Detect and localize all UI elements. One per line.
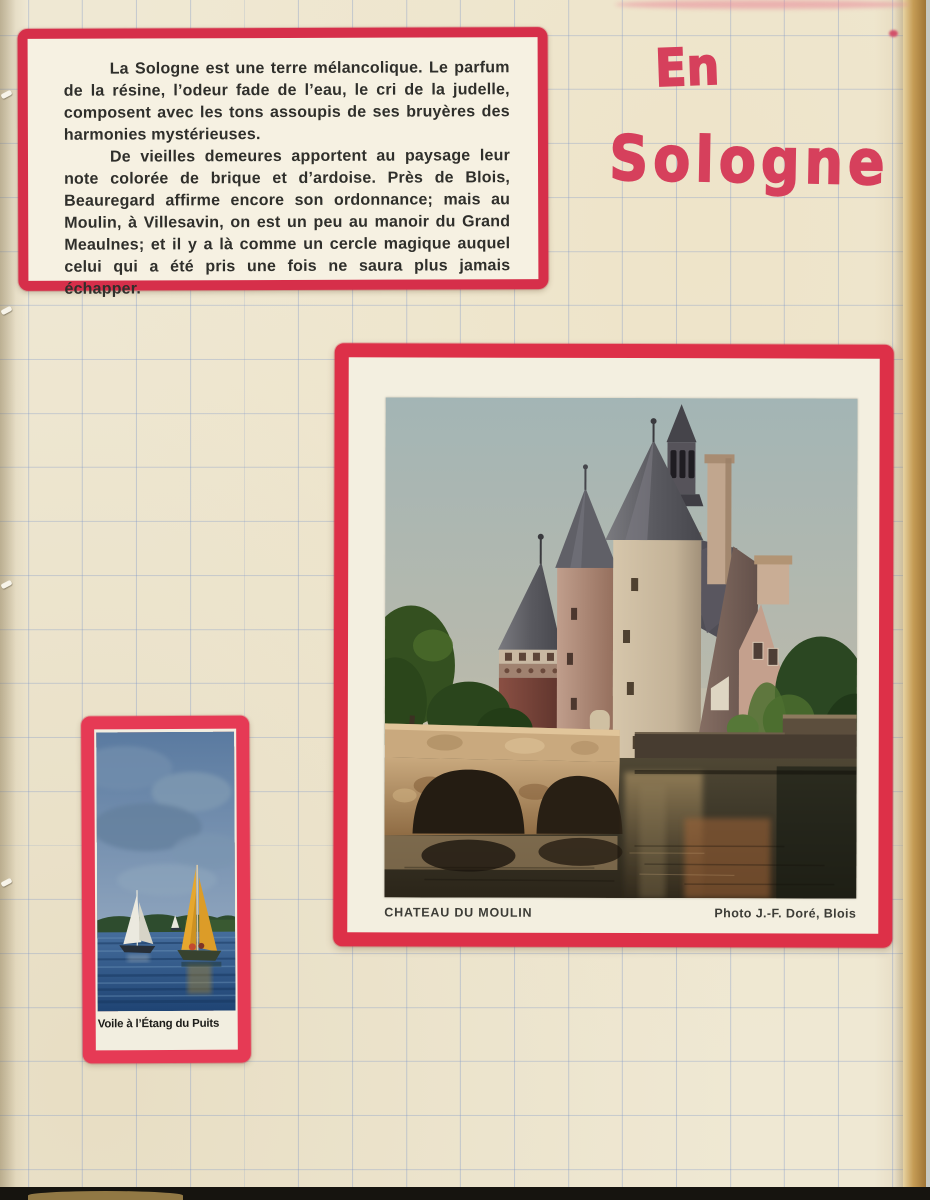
chateau-photo-credit: Photo J.-F. Doré, Blois bbox=[714, 906, 857, 921]
sailing-photo-frame bbox=[81, 716, 251, 1064]
chateau-photo-illustration bbox=[384, 397, 857, 898]
clipping-paragraph-1: La Sologne est une terre mélancolique. Le parfum de la résine, l’odeur fade de l’eau, le cri de la judelle, composent avec les tons assoupis de ses bruyères des harmonies mystérieuses. bbox=[63, 59, 510, 144]
chateau-caption-row bbox=[384, 905, 856, 920]
sailing-photo-caption: Voile à l’Étang du Puits bbox=[97, 1017, 220, 1031]
title-line-2: Sologne bbox=[608, 122, 891, 200]
sailing-photo-illustration bbox=[96, 732, 235, 1012]
scanner-edge bbox=[926, 0, 930, 1200]
chateau-photo-frame bbox=[333, 343, 894, 947]
chateau-caption: CHATEAU DU MOULIN bbox=[384, 905, 533, 920]
chateau-photo bbox=[384, 397, 857, 898]
stone-bridge bbox=[385, 723, 623, 836]
sailing-photo bbox=[96, 732, 235, 1012]
title-line-1: En bbox=[654, 35, 721, 99]
sky bbox=[96, 732, 235, 929]
marker-smudge bbox=[615, 0, 910, 9]
text-clipping bbox=[18, 27, 549, 298]
clipping-paragraph-2: De vieilles demeures apportent au paysage leur note colorée de brique et d’ardoise. Près de Blois, Beauregard affirme encore son ordonnance; mais au Moulin, à Villesavin, on est un peu au manoir du Grand Meaulnes; et il y a là comme un cercle magique auquel celui qui a été pris une fois ne saura plus jamais échapper. bbox=[64, 147, 511, 298]
chateau-photo-mat bbox=[347, 357, 880, 933]
bottom-cover-corner bbox=[28, 1191, 183, 1200]
binding-edge bbox=[0, 0, 16, 1200]
handwritten-title bbox=[600, 35, 910, 200]
